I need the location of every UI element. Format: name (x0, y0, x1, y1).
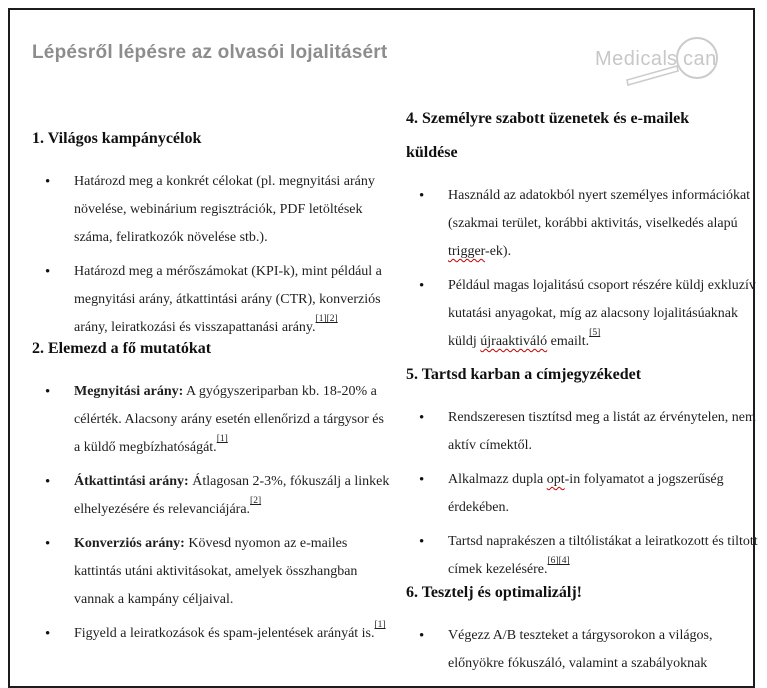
misspelled-word: újraaktiváló (480, 334, 548, 349)
document-section (406, 576, 758, 684)
bullet-marker-icon: • (419, 472, 425, 488)
bullet-marker-icon: • (45, 474, 51, 490)
misspelled-word: opt (546, 472, 565, 487)
logo-text-s: s (667, 48, 678, 70)
text-run: -in folyamatot a jogszerűség érdekében. (448, 472, 724, 515)
bullet-list (32, 168, 390, 342)
bullet-marker-icon: • (45, 174, 51, 190)
document-section (406, 358, 758, 590)
bullet-marker-icon: • (45, 626, 51, 642)
citation-ref[interactable]: [2] (250, 496, 262, 507)
document-title: Lépésről lépésre az olvasói lojalitásért (32, 42, 388, 63)
bullet-marker-icon: • (419, 534, 425, 550)
bullet-marker-icon: • (419, 278, 425, 294)
bullet-item (32, 378, 390, 462)
bullet-item (406, 404, 758, 460)
bullet-list (406, 404, 758, 584)
bullet-item (406, 182, 758, 266)
section-heading: 1. Világos kampánycélok (32, 130, 202, 147)
document-section (32, 122, 390, 348)
text-run: Végezz A/B teszteket a tárgysorokon a világos, előnyökre fókuszáló, valamint a szabályoknak (448, 628, 713, 671)
bullet-lead-bold: Konverziós arány: (74, 536, 185, 551)
bullet-marker-icon: • (419, 188, 425, 204)
bullet-marker-icon: • (45, 536, 51, 552)
bullet-list (406, 622, 758, 678)
bullet-lead-bold: Átkattintási arány: (74, 474, 189, 489)
document-section (32, 332, 390, 654)
bullet-marker-icon: • (419, 410, 425, 426)
text-run: A gyógyszeriparban kb. 18-20% a célérték. Alacsony arány esetén ellenőrizd a tárgysor és a küldő megbízhatóságát. (74, 384, 384, 455)
text-run: Tartsd naprakészen a tiltólistákat a leiratkozott és tiltott címek kezelésére. (448, 534, 758, 577)
text-run: emailt. (547, 334, 590, 349)
citation-ref[interactable]: [6][4] (547, 556, 570, 567)
bullet-list (406, 182, 758, 356)
bullet-lead-bold: Megnyitási arány: (74, 384, 184, 399)
column-right (406, 10, 758, 686)
bullet-item (32, 620, 390, 648)
section-heading: 2. Elemezd a fő mutatókat (32, 340, 212, 357)
bullet-item (32, 168, 390, 252)
text-run: Határozd meg a mérőszámokat (KPI-k), mint például a megnyitási arány, átkattintási arány (CTR), konverziós arány, leiratkozási és visszapattanási arány. (74, 264, 382, 335)
bullet-marker-icon: • (45, 384, 51, 400)
document-section (406, 102, 758, 362)
misspelled-word: trigger (448, 244, 486, 259)
bullet-item (406, 622, 758, 678)
bullet-item (32, 530, 390, 614)
citation-ref[interactable]: [1] (374, 620, 386, 631)
bullet-item (32, 258, 390, 342)
text-run: Átlagosan 2-3%, fókuszálj a linkek elhelyezésére és relevanciájára. (74, 474, 390, 517)
column-left (32, 10, 390, 686)
bullet-list (32, 378, 390, 648)
logo-text-medical: Medical (595, 48, 668, 70)
citation-ref[interactable]: [5] (589, 328, 601, 339)
logo-text-can: can (683, 48, 717, 70)
text-run: -ek). (485, 244, 512, 259)
section-heading: 5. Tartsd karban a címjegyzékedet (406, 366, 642, 383)
section-heading: 4. Személyre szabott üzenetek és e-mailek küldése (406, 110, 690, 161)
bullet-marker-icon: • (45, 264, 51, 280)
section-heading: 6. Tesztelj és optimalizálj! (406, 584, 582, 601)
citation-ref[interactable]: [1][2] (315, 314, 338, 325)
text-run: Használd az adatokból nyert személyes információkat (szakmai terület, korábbi aktivitás, viselkedés alapú (448, 188, 751, 231)
text-run: Figyeld a leiratkozások és spam-jelentések arányát is. (74, 626, 375, 641)
bullet-marker-icon: • (419, 628, 425, 644)
bullet-item (32, 468, 390, 524)
bullet-item (406, 272, 758, 356)
document-page (8, 8, 758, 688)
bullet-item (406, 466, 758, 522)
text-run: Határozd meg a konkrét célokat (pl. megnyitási arány növelése, webinárium regisztrációk, PDF letöltések száma, feliratkozók növelése stb.). (74, 174, 375, 245)
text-run: Rendszeresen tisztítsd meg a listát az érvénytelen, nem aktív címektől. (448, 410, 756, 453)
text-run: Kövesd nyomon az e-mailes kattintás utáni aktivitásokat, amelyek összhangban vannak a kampány céljaival. (74, 536, 358, 607)
text-run: Alkalmazz dupla (448, 472, 547, 487)
text-run: Például magas lojalitású csoport részére küldj exkluzív kutatási anyagokat, míg az alacsony lojalitásúaknak küldj (448, 278, 756, 349)
citation-ref[interactable]: [1] (216, 434, 228, 445)
